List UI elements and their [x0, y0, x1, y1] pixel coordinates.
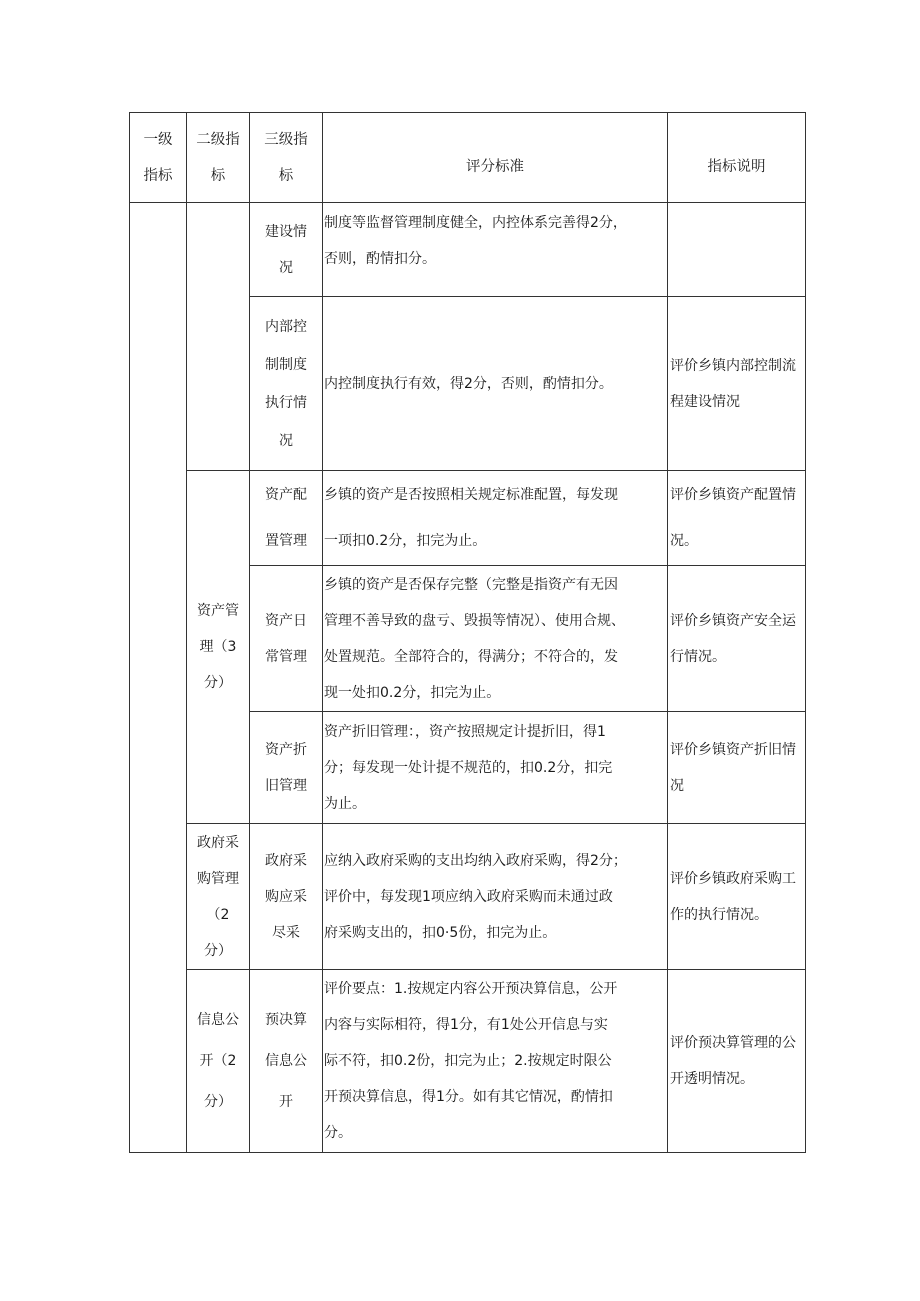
standard-cell: 乡镇的资产是否保存完整（完整是指资产有无因 管理不善导致的盘亏、毁损等情况）、使用合规、 处置规范。全部符合的，得满分；不符合的，发 现一处扣0.2分，扣完为止。: [323, 566, 668, 712]
note-cell: [668, 203, 806, 297]
level2-cell: 资产管 理（3 分）: [187, 471, 250, 824]
note-cell: 评价乡镇资产配置情 况。: [668, 471, 806, 566]
table-row: [130, 970, 806, 1153]
level3-cell: 资产配 置管理: [250, 471, 323, 566]
standard-cell: 评价要点：1.按规定内容公开预决算信息，公开 内容与实际相符，得1分，有1处公开信息与实 际不符，扣0.2份，扣完为止；2.按规定时限公 开预决算信息，得1分。如有其它情况，酌情扣 分。: [323, 970, 668, 1153]
level3-cell: 建设情 况: [250, 203, 323, 297]
level3-cell: 政府采 购应采 尽采: [250, 824, 323, 970]
level3-cell: 预决算 信息公 开: [250, 970, 323, 1153]
standard-cell: 资产折旧管理：，资产按照规定计提折旧，得1 分；每发现一处计提不规范的，扣0.2分，扣完 为止。: [323, 712, 668, 824]
note-cell: 评价预决算管理的公 开透明情况。: [668, 970, 806, 1153]
table-header-row: [130, 113, 806, 203]
standard-cell: 内控制度执行有效，得2分，否则，酌情扣分。: [323, 297, 668, 471]
standard-cell: 应纳入政府采购的支出均纳入政府采购，得2分； 评价中，每发现1项应纳入政府采购而未通过政 府采购支出的，扣0·5份，扣完为止。: [323, 824, 668, 970]
evaluation-table: [129, 112, 806, 1153]
note-cell: 评价乡镇政府采购工 作的执行情况。: [668, 824, 806, 970]
level2-cell: 政府采 购管理 （2 分）: [187, 824, 250, 970]
standard-cell: 乡镇的资产是否按照相关规定标准配置，每发现 一项扣0.2分，扣完为止。: [323, 471, 668, 566]
header-standard: 评分标准: [323, 113, 668, 203]
table-row: [130, 471, 806, 566]
level2-cell: 信息公 开（2 分）: [187, 970, 250, 1153]
level3-cell: 内部控 制制度 执行情 况: [250, 297, 323, 471]
header-level1: 一级 指标: [130, 113, 187, 203]
table-row: [130, 203, 806, 297]
level1-cell: [130, 203, 187, 1153]
standard-cell: 制度等监督管理制度健全，内控体系完善得2分， 否则，酌情扣分。: [323, 203, 668, 297]
header-note: 指标说明: [668, 113, 806, 203]
level2-cell-empty: [187, 203, 250, 471]
level3-cell: 资产折 旧管理: [250, 712, 323, 824]
note-cell: 评价乡镇资产折旧情 况: [668, 712, 806, 824]
header-level2: 二级指 标: [187, 113, 250, 203]
note-cell: 评价乡镇资产安全运 行情况。: [668, 566, 806, 712]
note-cell: 评价乡镇内部控制流 程建设情况: [668, 297, 806, 471]
level3-cell: 资产日 常管理: [250, 566, 323, 712]
table-row: [130, 824, 806, 970]
header-level3: 三级指 标: [250, 113, 323, 203]
